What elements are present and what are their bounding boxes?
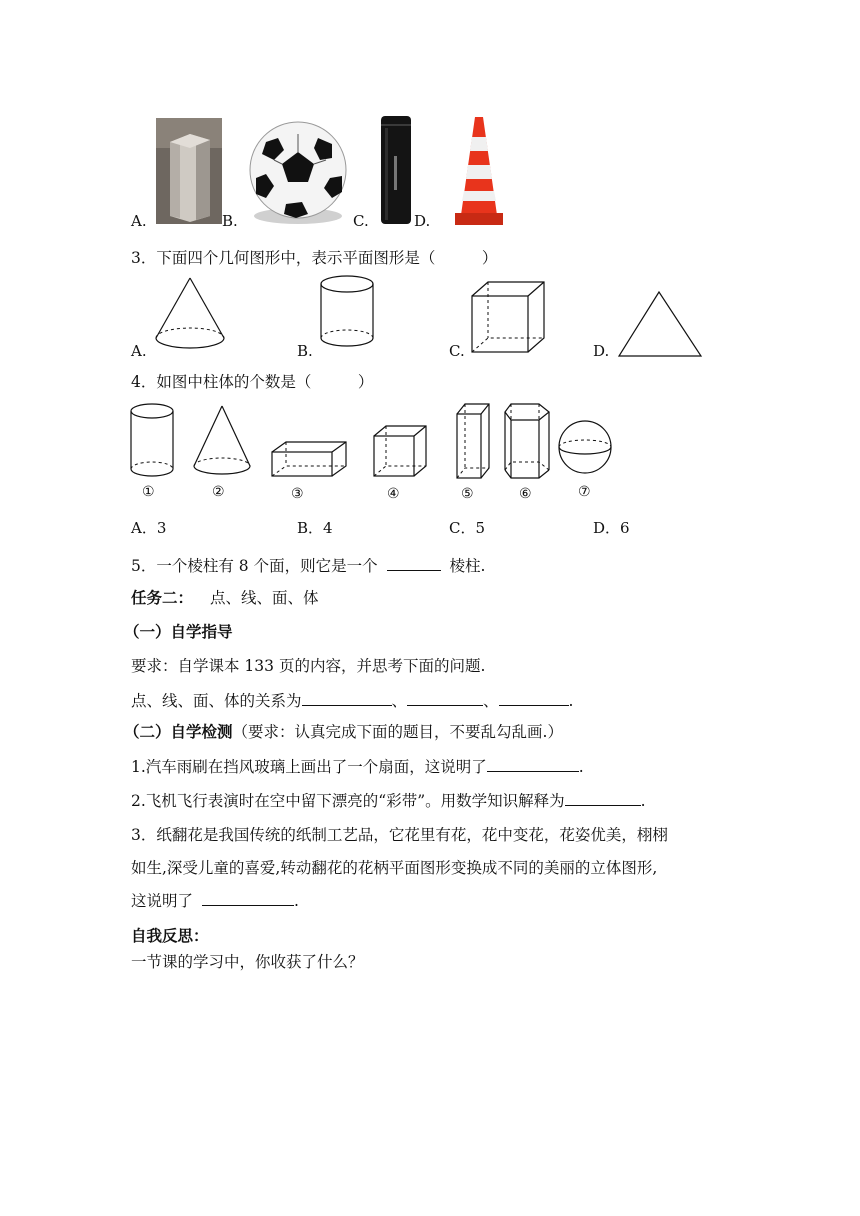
- q5-line: [131, 554, 485, 576]
- solid-label-1: ①: [142, 484, 155, 500]
- q4-option-c: C．5: [449, 519, 486, 537]
- q2-option-b: B.: [222, 212, 238, 230]
- q4-option-b: B．4: [297, 519, 333, 537]
- q3-option-b: B.: [297, 342, 313, 360]
- test-item-1-blank[interactable]: [487, 757, 579, 772]
- solid-2-cone: [192, 404, 256, 480]
- section-self-study-guide: （一）自学指导: [124, 623, 233, 641]
- q4-option-a: A．3: [131, 519, 167, 537]
- relation-line: [131, 689, 573, 711]
- cube-figure: [470, 280, 550, 360]
- solid-6-hexagonal-prism: [503, 402, 553, 482]
- test-item-2-text: 2.飞机飞行表演时在空中留下漂亮的“彩带”。用数学知识解释为: [131, 792, 565, 810]
- solid-3-cuboid: [270, 440, 350, 480]
- q3-option-c: C.: [449, 342, 465, 360]
- section-self-test-title: （二）自学检测: [124, 723, 233, 741]
- solid-5-tall-prism: [455, 402, 495, 482]
- test-item-2-blank[interactable]: [565, 791, 641, 806]
- cone-figure: [154, 276, 234, 356]
- soccer-ball-photo: [246, 120, 350, 224]
- relation-separator-1: 、: [391, 692, 408, 710]
- test-item-3-end: .: [293, 892, 299, 910]
- solid-label-2: ②: [212, 484, 225, 500]
- test-item-3-blank[interactable]: [202, 891, 294, 906]
- task2-heading: [131, 586, 318, 608]
- q3-stem: 3．下面四个几何图形中，表示平面图形是（ ）: [131, 249, 498, 267]
- solid-7-sphere: [558, 420, 614, 476]
- relation-blank-1[interactable]: [302, 691, 392, 706]
- solid-1-cylinder: [130, 403, 176, 479]
- hexagonal-prism-photo: [156, 118, 222, 224]
- q4-option-d: D．6: [593, 519, 630, 537]
- test-item-1-text: 1.汽车雨刷在挡风玻璃上画出了一个扇面，这说明了: [131, 758, 487, 776]
- q5-answer-blank[interactable]: [387, 556, 441, 571]
- relation-text: 点、线、面、体的关系为: [131, 692, 302, 710]
- task2-title: 任务二：: [131, 589, 194, 607]
- task2-subtitle: 点、线、面、体: [209, 589, 319, 607]
- self-study-requirement: 要求：自学课本 133 页的内容，并思考下面的问题.: [131, 657, 486, 675]
- solid-label-7: ⑦: [578, 484, 591, 500]
- test-item-1-end: .: [578, 758, 584, 776]
- q5-stem-before: 5．一个棱柱有 8 个面，则它是一个: [131, 557, 378, 575]
- q3-option-a: A.: [131, 342, 147, 360]
- solid-4-cube: [372, 424, 432, 480]
- q2-option-d: D.: [414, 212, 431, 230]
- solid-label-3: ③: [291, 486, 304, 502]
- q3-option-d: D.: [593, 342, 610, 360]
- solid-label-6: ⑥: [519, 486, 532, 502]
- reflection-prompt: 一节课的学习中，你收获了什么？: [131, 953, 364, 971]
- test-item-2: [131, 789, 646, 811]
- relation-blank-2[interactable]: [407, 691, 483, 706]
- section-self-test-note: （要求：认真完成下面的题目，不要乱勾乱画.）: [232, 723, 563, 741]
- solid-label-4: ④: [387, 486, 400, 502]
- relation-end: .: [568, 692, 574, 710]
- thermos-bottle-photo: [379, 116, 413, 224]
- section-self-test: [124, 720, 563, 742]
- q5-stem-after: 棱柱.: [449, 557, 486, 575]
- relation-separator-2: 、: [483, 692, 499, 710]
- reflection-title: 自我反思：: [131, 927, 209, 945]
- traffic-cone-photo: [455, 117, 503, 225]
- test-item-3-text: 这说明了: [131, 892, 194, 910]
- triangle-figure: [617, 290, 707, 360]
- relation-blank-3[interactable]: [499, 691, 569, 706]
- test-item-3-line-2: 如生,深受儿童的喜爱,转动翻花的花柄平面图形变换成不同的美丽的立体图形,: [131, 859, 658, 877]
- q2-option-a: A.: [131, 212, 147, 230]
- test-item-3-line-3: [131, 889, 299, 911]
- test-item-1: [131, 755, 584, 777]
- cylinder-figure: [320, 274, 380, 354]
- q2-option-c: C.: [353, 212, 369, 230]
- solid-label-5: ⑤: [461, 486, 474, 502]
- q4-stem: 4．如图中柱体的个数是（ ）: [131, 373, 374, 391]
- test-item-2-end: .: [640, 792, 646, 810]
- test-item-3-line-1: 3．纸翻花是我国传统的纸制工艺品，它花里有花，花中变花，花姿优美，栩栩: [131, 826, 668, 844]
